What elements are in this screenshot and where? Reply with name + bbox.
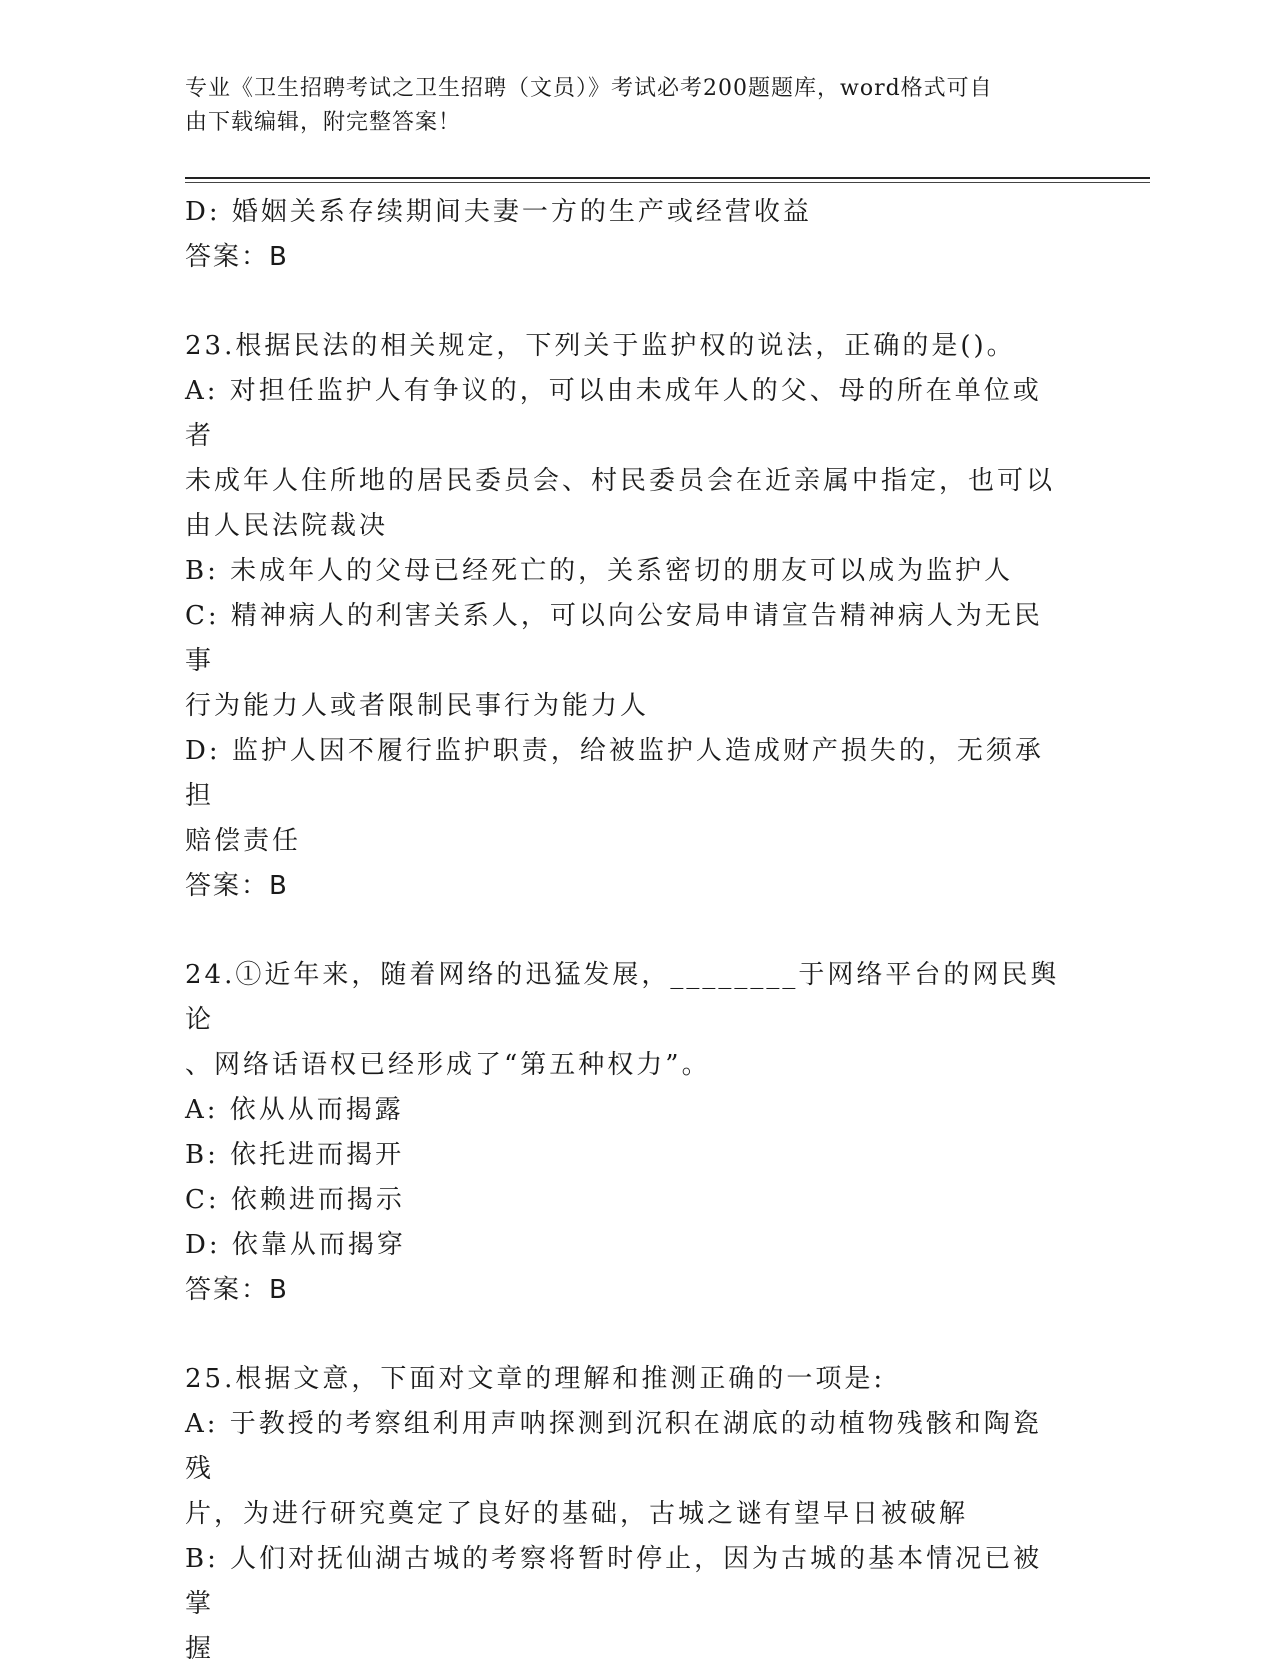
q23-option-a-line2: 未成年人住所地的居民委员会、村民委员会在近亲属中指定，也可以 [185,466,1056,496]
q24-option-b: B: 依托进而揭开 [185,1140,405,1170]
header-rule-thick [185,177,1150,179]
q23-option-c-line1: C: 精神病人的利害关系人，可以向公安局申请宣告精神病人为无民事 [185,601,1043,676]
q25-option-b-line2: 握 [185,1634,215,1664]
q23-stem: 23.根据民法的相关规定，下列关于监护权的说法，正确的是()。 [185,331,1016,361]
question-23 [185,324,1070,909]
page-header [185,72,1065,140]
q24-option-a: A: 依从从而揭露 [185,1095,404,1125]
q25-stem: 25.根据文意，下面对文章的理解和推测正确的一项是: [185,1364,886,1394]
q23-option-d-line2: 赔偿责任 [185,826,302,856]
q23-option-b: B: 未成年人的父母已经死亡的，关系密切的朋友可以成为监护人 [185,556,1014,586]
question-24 [185,953,1070,1313]
q24-stem-line1: 24.①近年来，随着网络的迅猛发展，________于网络平台的网民舆论 [185,960,1060,1035]
header-rule-thin [185,182,1150,183]
q23-option-d-line1: D: 监护人因不履行监护职责，给被监护人造成财产损失的，无须承担 [185,736,1044,811]
q25-option-a-line1: A: 于教授的考察组利用声呐探测到沉积在湖底的动植物残骸和陶瓷残 [185,1409,1042,1484]
q24-option-d: D: 依靠从而揭穿 [185,1230,406,1260]
document-body [185,190,1070,1672]
q23-answer: 答案：B [185,871,289,901]
q23-option-a-line1: A: 对担任监护人有争议的，可以由未成年人的父、母的所在单位或者 [185,376,1042,451]
header-line-2: 由下载编辑，附完整答案！ [185,110,462,135]
question-25 [185,1357,1070,1672]
question-22-tail [185,190,1070,280]
q22-answer: 答案：B [185,242,289,272]
q25-option-a-line2: 片，为进行研究奠定了良好的基础，古城之谜有望早日被破解 [185,1499,969,1529]
q22-option-d: D: 婚姻关系存续期间夫妻一方的生产或经营收益 [185,197,812,227]
q24-option-c: C: 依赖进而揭示 [185,1185,405,1215]
q25-option-b-line1: B: 人们对抚仙湖古城的考察将暂时停止，因为古城的基本情况已被掌 [185,1544,1043,1619]
header-line-1: 专业《卫生招聘考试之卫生招聘（文员）》考试必考200题题库，word格式可自 [185,76,993,101]
q23-option-c-line2: 行为能力人或者限制民事行为能力人 [185,691,650,721]
q24-stem-line2: 、网络话语权已经形成了“第五种权力”。 [185,1050,711,1080]
q23-option-a-line3: 由人民法院裁决 [185,511,389,541]
q24-answer: 答案：B [185,1275,289,1305]
